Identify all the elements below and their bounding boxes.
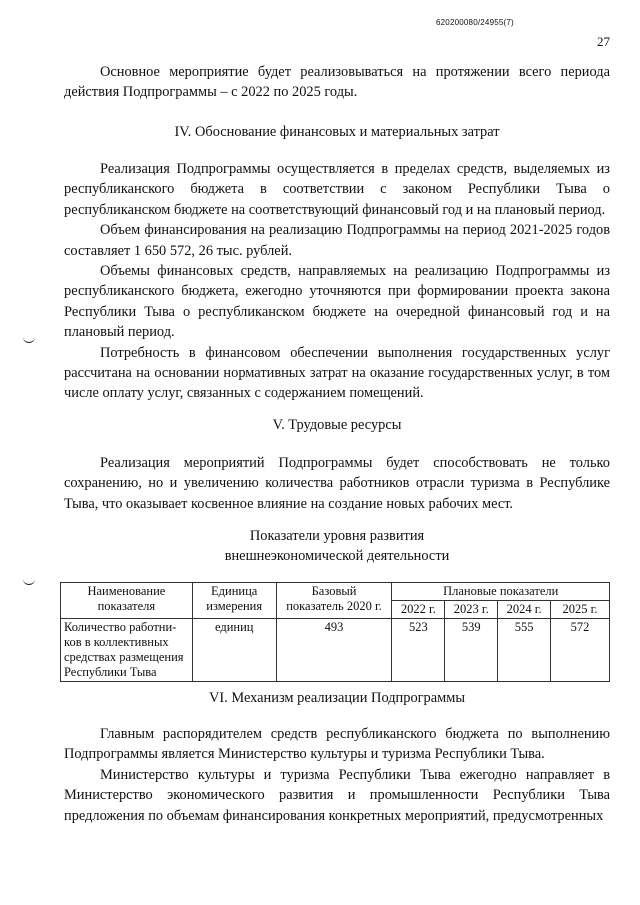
header-year: 2025 г. xyxy=(551,601,610,619)
header-year: 2023 г. xyxy=(445,601,498,619)
margin-mark xyxy=(23,578,35,585)
header-unit: Единица измерения xyxy=(192,583,276,619)
cell-unit: единиц xyxy=(192,619,276,682)
cell-base: 493 xyxy=(276,619,392,682)
paragraph: Объемы финансовых средств, направляемых на реализацию Подпрограммы из республиканского бюджета, ежегодно уточняются при формировании проекта закона Республики Тыва о республиканском бюджете на очередной финансовый год и на плановый период. xyxy=(64,263,610,341)
document-id: 620200080/24955(7) xyxy=(436,18,514,27)
margin-mark xyxy=(23,336,35,343)
cell-value: 555 xyxy=(498,619,551,682)
cell-indicator-name: Количество работни- ков в коллективных средствах размещения Республики Тыва xyxy=(61,619,193,682)
paragraph: Потребность в финансовом обеспечении выполнения государственных услуг рассчитана на основании нормативных затрат на оказание государственных услуг, в том числе оплату услуг, связанных с содержанием помещений. xyxy=(64,344,610,402)
indicators-table xyxy=(60,582,610,682)
paragraph: Министерство культуры и туризма Республики Тыва ежегодно направляет в Министерство экономического развития и промышленности Республики Тыва предложения по объемам финансирования конкретных мероприятий, предусмотренных xyxy=(64,766,610,824)
header-base: Базовый показатель 2020 г. xyxy=(276,583,392,619)
header-planned: Плановые показатели xyxy=(392,583,610,601)
section-5-body xyxy=(64,453,610,514)
cell-value: 572 xyxy=(551,619,610,682)
paragraph: Объем финансирования на реализацию Подпрограммы на период 2021-2025 годов составляет 1 650 572, 26 тыс. рублей. xyxy=(64,222,610,259)
table-caption xyxy=(64,526,610,566)
section-heading-6: VI. Механизм реализации Подпрограммы xyxy=(208,690,466,706)
section-heading-5: V. Трудовые ресурсы xyxy=(272,417,402,433)
table-row xyxy=(61,619,610,682)
page-number: 27 xyxy=(597,34,610,49)
cell-value: 523 xyxy=(392,619,445,682)
header-year: 2022 г. xyxy=(392,601,445,619)
header-name: Наименование показателя xyxy=(61,583,193,619)
intro-block xyxy=(64,62,610,103)
table-caption-line: внешнеэкономической деятельности xyxy=(224,548,450,564)
section-4-body xyxy=(64,159,610,404)
cell-value: 539 xyxy=(445,619,498,682)
paragraph: Реализация Подпрограммы осуществляется в пределах средств, выделяемых из республиканского бюджета в соответствии с законом Республики Тыва о республиканском бюджете на соответствующий финансовый год и на плановый период. xyxy=(64,161,610,218)
header-year: 2024 г. xyxy=(498,601,551,619)
table-caption-line: Показатели уровня развития xyxy=(249,528,425,544)
section-6-body xyxy=(64,724,610,826)
section-heading-4: IV. Обоснование финансовых и материальных затрат xyxy=(174,124,500,140)
paragraph: Реализация мероприятий Подпрограммы будет способствовать не только сохранению, но и увеличению количества работников отрасли туризма в Республике Тыва, что оказывает косвенное влияние на создание новых рабочих мест. xyxy=(64,455,610,512)
paragraph: Главным распорядителем средств республиканского бюджета по выполнению Подпрограммы является Министерство культуры и туризма Республики Тыва. xyxy=(64,726,610,763)
table-header-row xyxy=(61,583,610,601)
paragraph: Основное мероприятие будет реализовываться на протяжении всего периода действия Подпрограммы – с 2022 по 2025 годы. xyxy=(64,64,610,101)
